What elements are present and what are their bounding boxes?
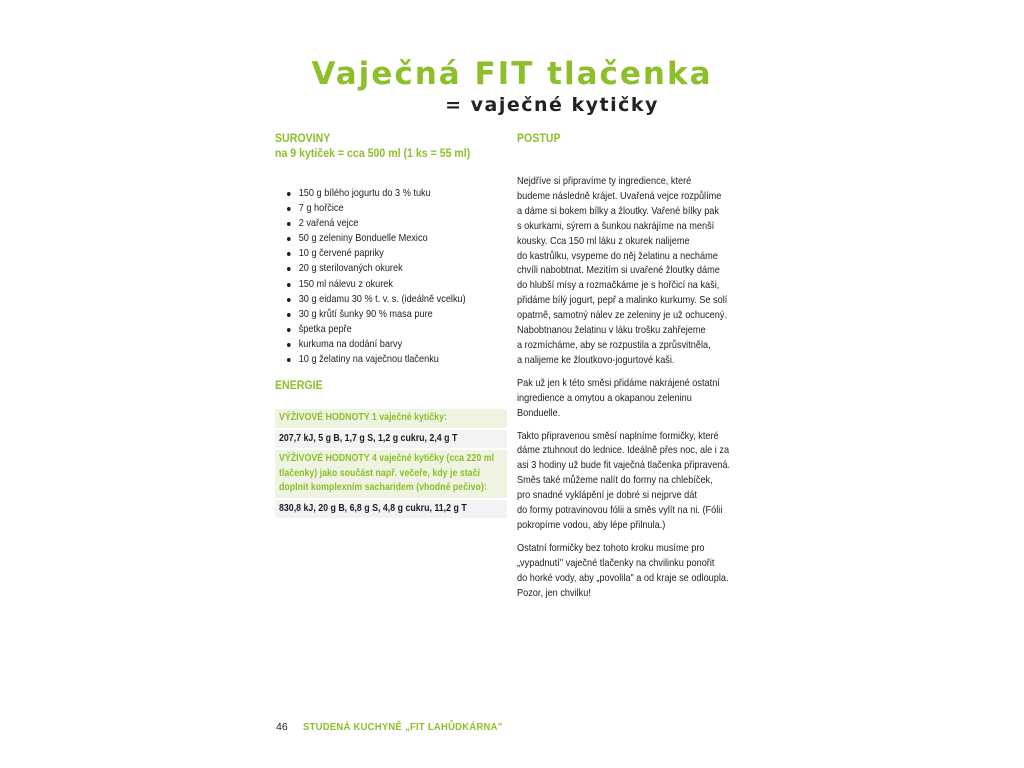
ingredient-item: 30 g krůtí šunky 90 % masa pure (287, 307, 488, 322)
page-number: 46 (276, 721, 288, 733)
ingredient-item: 30 g eidamu 30 % t. v. s. (ideálně vcelku) (287, 292, 488, 307)
recipe-title: Vaječná FIT tlačenka (311, 56, 713, 92)
ingredients-yield: na 9 kytiček = cca 500 ml (1 ks = 55 ml) (275, 148, 471, 160)
step-paragraph-2: Pak už jen k této směsi přidáme nakrájené ostatní ingredience a omytou a okapanou zeleninu Bonduelle. (517, 377, 720, 419)
ingredient-item: 150 ml nálevu z okurek (287, 277, 488, 292)
steps-heading: POSTUP (517, 133, 561, 145)
nutrition-label-1: VÝŽIVOVÉ HODNOTY 1 vaječné kytičky: (275, 409, 507, 428)
ingredient-item: 10 g želatiny na vaječnou tlačenku (287, 352, 488, 367)
right-column (517, 132, 767, 609)
ingredient-item: kurkuma na dodání barvy (287, 337, 488, 352)
page-footer (276, 720, 524, 734)
ingredient-item: 50 g zeleniny Bonduelle Mexico (287, 231, 488, 246)
section-name: STUDENÁ KUCHYNĚ „FIT LAHŮDKÁRNA" (302, 721, 503, 733)
nutrition-value-2: 830,8 kJ, 20 g B, 6,8 g S, 4,8 g cukru, 11,2 g T (275, 500, 507, 519)
ingredient-item: 2 vařená vejce (287, 216, 488, 231)
ingredient-item: 20 g sterilovaných okurek (287, 261, 488, 276)
step-paragraph-3: Takto připravenou směsí naplníme formičky, které dáme ztuhnout do lednice. Ideálně přes noc, ale i za asi 3 hodiny už bude fit vaječná tlačenka připravená. Směs také můžeme nalít do formy na chlebíček, pro snadné vyklápění je dobré si nejprve dát do formy potravinovou fólii a směs vylít na ni. (Fólii pokropíme vodou, aby lépe přilnula.) (517, 430, 731, 531)
ingredients-heading: SUROVINY (275, 133, 331, 145)
energy-heading: ENERGIE (275, 380, 323, 393)
left-column (275, 132, 510, 520)
nutrition-label-2: VÝŽIVOVÉ HODNOTY 4 vaječné kytičky (cca 220 ml tlačenky) jako součást např. večeře, kdy je stačí doplnit komplexním sacharidem (vhodné pečivo): (275, 450, 507, 498)
nutrition-table (275, 409, 507, 518)
ingredient-item: 7 g hořčice (287, 201, 488, 216)
nutrition-value-1: 207,7 kJ, 5 g B, 1,7 g S, 1,2 g cukru, 2,4 g T (275, 430, 507, 449)
step-paragraph-4: Ostatní formičky bez tohoto kroku musíme pro „vypadnutí" vaječné tlačenky na chvilinku ponořit do horké vody, aby „povolila" a od kraje se odloupla. Pozor, jen chvilku! (517, 542, 729, 599)
ingredient-item: špetka pepře (287, 322, 488, 337)
ingredient-item: 150 g bílého jogurtu do 3 % tuku (287, 186, 488, 201)
recipe-subtitle: = vaječné kytičky (445, 94, 659, 116)
steps-text (517, 175, 767, 601)
ingredients-list (287, 186, 510, 367)
ingredient-item: 10 g červené papriky (287, 246, 488, 261)
step-paragraph-1: Nejdříve si připravíme ty ingredience, které budeme následně krájet. Uvařená vejce rozpůlíme a dáme si bokem bílky a žloutky. Vařené bílky pak s okurkami, sýrem a šunkou nakrájíme na menší kousky. Cca 150 ml láku z okurek nalijeme do kastrůlku, vsypeme do něj želatinu a necháme chvíli nabobtnat. Mezitím si uvařené žloutky dáme do hlubší mísy a rozmačkáme je s hořčicí na kaši, přidáme bílý jogurt, pepř a malinko kurkumy. Se solí opatrně, samotný nálev ze zeleniny je už ochucený. Nabobtnanou želatinu v láku trošku zahřejeme a rozmícháme, aby se rozpustila a zprůsvitněla, a nalijeme ke žloutkovo-jogurtové kaši. (517, 176, 728, 366)
